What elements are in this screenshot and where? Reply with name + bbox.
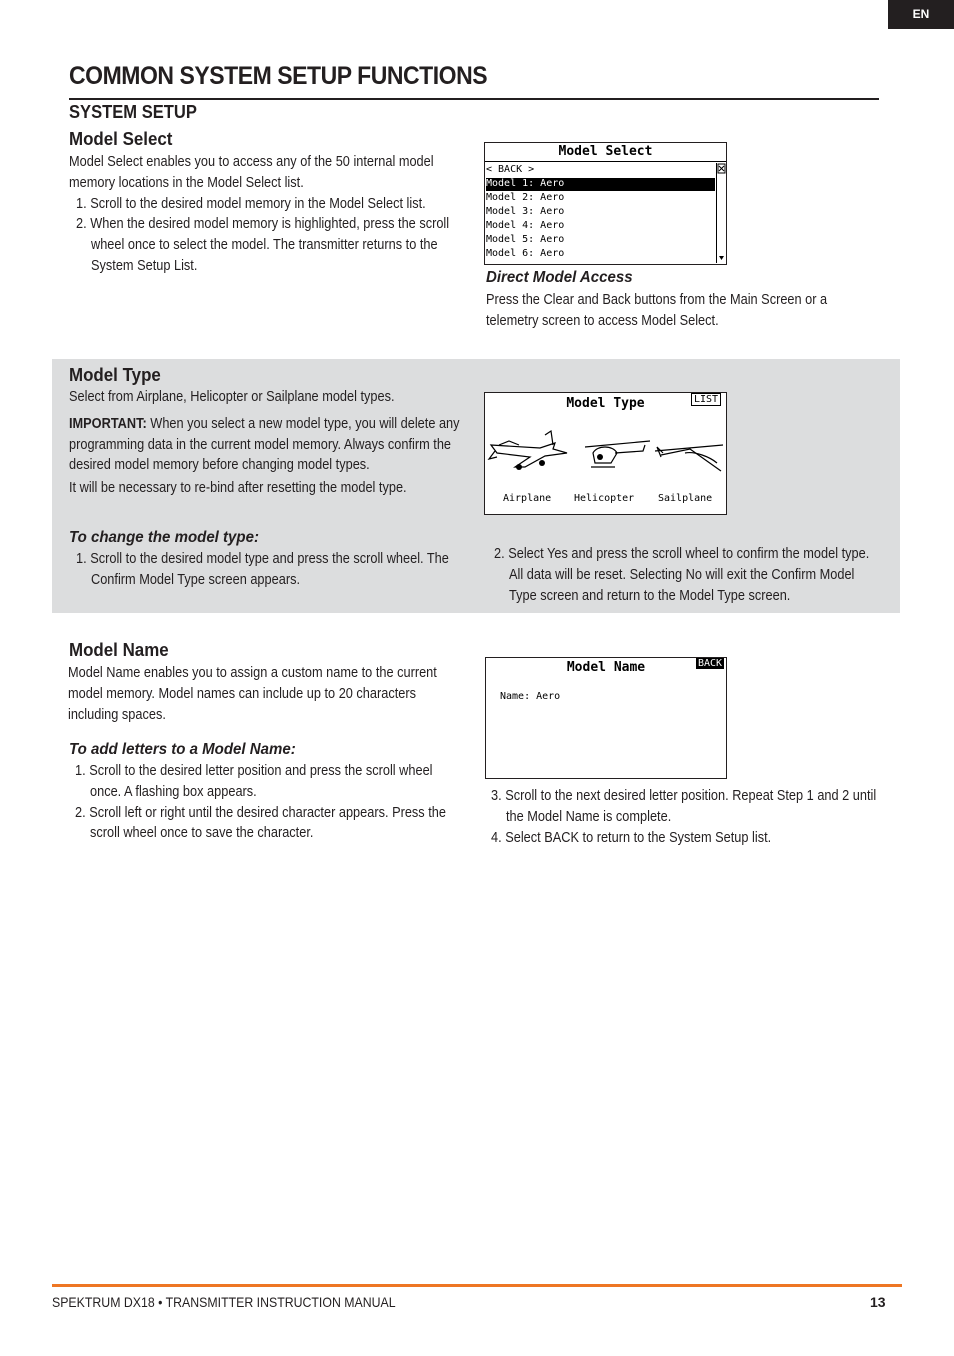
list-button[interactable]: LIST xyxy=(691,393,721,406)
model-list-item[interactable]: Model 5: Aero xyxy=(486,234,565,245)
model-type-step-1: 1. Scroll to the desired model type and press the scroll wheel. The Confirm Model Type screen appears. xyxy=(76,551,449,588)
rebind-note: It will be necessary to re-bind after resetting the model type. xyxy=(69,480,407,497)
model-select-screen-title: Model Select xyxy=(485,144,726,162)
footer-manual-title: SPEKTRUM DX18 • TRANSMITTER INSTRUCTION MANUAL xyxy=(52,1294,396,1310)
important-note xyxy=(69,414,465,476)
model-type-step-2: 2. Select Yes and press the scroll wheel to confirm the model type. All data will be reset. Selecting No will exit the Confirm Model Type screen and return to the Model Type screen. xyxy=(494,546,870,604)
model-select-step-2: 2. When the desired model memory is highlighted, press the scroll wheel once to select the model. The transmitter returns to the System Setup List. xyxy=(76,216,450,274)
direct-model-access-heading: Direct Model Access xyxy=(486,269,633,286)
model-name-steps-left xyxy=(68,761,460,844)
important-label: IMPORTANT: xyxy=(69,415,147,432)
footer-accent-bar xyxy=(52,1284,902,1287)
model-name-heading: Model Name xyxy=(69,640,169,660)
model-name-step-4: 4. Select BACK to return to the System Setup list. xyxy=(491,829,772,846)
model-type-intro: Select from Airplane, Helicopter or Sailplane model types. xyxy=(69,389,395,405)
model-name-step-1: 1. Scroll to the desired letter position and press the scroll wheel once. A flashing box appears. xyxy=(75,763,433,800)
model-select-step-1: 1. Scroll to the desired model memory in the Model Select list. xyxy=(76,195,426,212)
model-select-screen xyxy=(484,142,727,265)
model-type-text xyxy=(69,387,465,499)
sailplane-option[interactable]: Sailplane xyxy=(658,493,713,504)
helicopter-icon xyxy=(585,441,650,467)
change-model-type-steps-left xyxy=(69,549,461,591)
airplane-icon xyxy=(489,431,567,470)
model-name-screen-title: Model Name xyxy=(566,660,646,675)
name-field[interactable]: Name: Aero xyxy=(500,691,561,702)
scrollbar[interactable] xyxy=(716,163,726,263)
model-type-heading: Model Type xyxy=(69,365,161,385)
helicopter-option[interactable]: Helicopter xyxy=(574,493,635,504)
model-name-step-3: 3. Scroll to the next desired letter position. Repeat Step 1 and 2 until the Model Name is complete. xyxy=(491,788,877,825)
model-list-item-selected[interactable]: Model 1: Aero xyxy=(486,178,715,191)
airplane-option[interactable]: Airplane xyxy=(503,493,552,504)
model-type-screen xyxy=(484,392,727,515)
back-menu-item[interactable]: < BACK > xyxy=(486,164,535,175)
model-select-intro: Model Select enables you to access any of the 50 internal model memory locations in the Model Select list. xyxy=(69,154,434,191)
page-number: 13 xyxy=(870,1294,886,1310)
aircraft-illustrations xyxy=(485,423,726,483)
model-name-step-2: 2. Scroll left or right until the desired character appears. Press the scroll wheel once to save the character. xyxy=(75,804,446,842)
title-divider xyxy=(69,98,879,100)
model-name-intro: Model Name enables you to assign a custom name to the current model memory. Model names can include up to 20 characters including spaces. xyxy=(68,665,437,723)
model-name-steps-right xyxy=(484,786,884,848)
model-select-text xyxy=(69,152,461,277)
model-list-item[interactable]: Model 2: Aero xyxy=(486,192,565,203)
sailplane-icon xyxy=(655,445,723,471)
change-model-type-heading: To change the model type: xyxy=(69,529,259,546)
model-list-item[interactable]: Model 3: Aero xyxy=(486,206,565,217)
page-title: COMMON SYSTEM SETUP FUNCTIONS xyxy=(69,62,488,90)
model-list-item[interactable]: Model 4: Aero xyxy=(486,220,565,231)
model-name-screen xyxy=(485,657,727,779)
back-button[interactable]: BACK xyxy=(698,658,723,669)
change-model-type-steps-right xyxy=(487,544,881,606)
important-text: When you select a new model type, you will delete any programming data in the current model memory. Always confirm the desired model memory before changing model types. xyxy=(69,415,460,474)
model-select-heading: Model Select xyxy=(69,129,173,149)
add-letters-heading: To add letters to a Model Name: xyxy=(69,741,296,758)
language-tab: EN xyxy=(888,0,954,29)
direct-model-access-text: Press the Clear and Back buttons from the Main Screen or a telemetry screen to access Model Select. xyxy=(486,292,828,329)
section-title: SYSTEM SETUP xyxy=(69,102,197,122)
model-list-item[interactable]: Model 6: Aero xyxy=(486,248,565,259)
model-type-screen-title: Model Type xyxy=(566,396,645,411)
